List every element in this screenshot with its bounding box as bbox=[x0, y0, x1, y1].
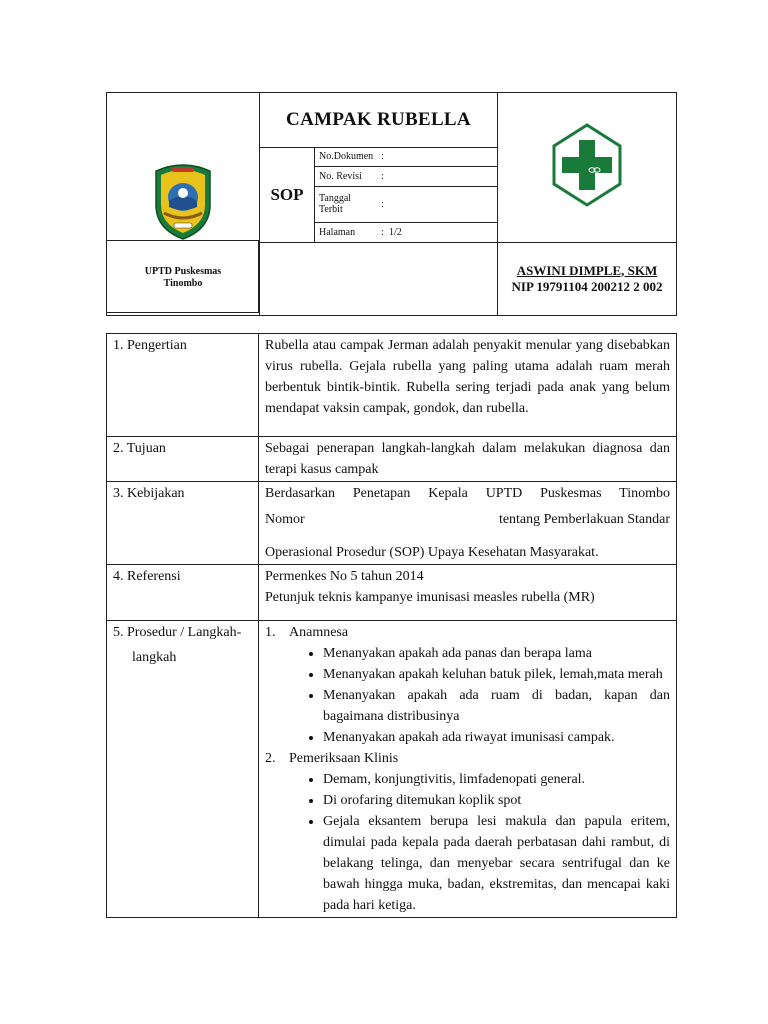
document-title: CAMPAK RUBELLA bbox=[260, 93, 497, 147]
signer-nip: NIP 19791104 200212 2 002 bbox=[511, 278, 663, 294]
row-label: 1. Pengertian bbox=[107, 334, 259, 437]
step-number: 2. bbox=[265, 751, 276, 766]
kebijakan-line-3: Operasional Prosedur (SOP) Upaya Kesehatan Masyarakat. bbox=[265, 545, 599, 560]
kebijakan-line-2 bbox=[265, 509, 670, 530]
step-bullets bbox=[265, 769, 670, 916]
signer-block bbox=[498, 242, 677, 315]
prosedur-cell bbox=[259, 621, 677, 918]
meta-label: No.Dokumen bbox=[315, 148, 377, 167]
table-row bbox=[107, 482, 677, 565]
row-label: 4. Referensi bbox=[107, 565, 259, 621]
procedure-step bbox=[265, 748, 670, 769]
kebijakan-cell bbox=[259, 482, 677, 565]
kebijakan-line-1: Berdasarkan Penetapan Kepala UPTD Puskesmas Tinombo bbox=[265, 486, 670, 501]
table-row bbox=[107, 565, 677, 621]
kebijakan-tentang: tentang Pemberlakuan Standar bbox=[498, 512, 670, 527]
row-label: 5. Prosedur / Langkah- bbox=[113, 625, 242, 640]
referensi-cell bbox=[259, 565, 677, 621]
pengertian-text: Rubella atau campak Jerman adalah penyakit menular yang disebabkan virus rubella. Gejala rubella yang paling utama adalah ruam merah berbentuk bintik-bintik. Rubella sering terjadi pada anak yang belum mendapat vaksin campak, gondok, dan rubella. bbox=[259, 334, 677, 437]
title-block bbox=[260, 93, 498, 243]
table-row bbox=[107, 437, 677, 482]
table-row bbox=[107, 621, 677, 918]
list-item: • Demam, konjungtivitis, limfadenopati general. bbox=[323, 769, 670, 790]
step-number: 1. bbox=[265, 625, 276, 640]
list-item: • Menanyakan apakah ada ruam di badan, kapan dan bagaimana distribusinya bbox=[323, 685, 670, 727]
org-line-2: Tinombo bbox=[163, 278, 203, 289]
list-item: • Menanyakan apakah keluhan batuk pilek, lemah,mata merah bbox=[323, 664, 670, 685]
tujuan-text: Sebagai penerapan langkah-langkah dalam melakukan diagnosa dan terapi kasus campak bbox=[259, 437, 677, 482]
table-row bbox=[107, 334, 677, 437]
list-item: • Menanyakan apakah ada riwayat imunisasi campak. bbox=[323, 727, 670, 748]
org-cell-frame bbox=[106, 240, 259, 313]
signer-name: ASWINI DIMPLE, SKM bbox=[516, 262, 658, 278]
prosedur-label bbox=[107, 621, 259, 918]
step-title: Anamnesa bbox=[289, 625, 349, 640]
meta-sep: : bbox=[381, 151, 384, 163]
meta-sep: : bbox=[381, 198, 384, 210]
sop-label: SOP bbox=[260, 147, 315, 242]
puskesmas-cross-logo-icon bbox=[552, 123, 622, 207]
regency-seal-logo-icon bbox=[152, 161, 214, 241]
referensi-item: Petunjuk teknis kampanye imunisasi measles rubella (MR) bbox=[265, 590, 595, 605]
step-bullets bbox=[265, 643, 670, 748]
meta-sep: : bbox=[381, 226, 384, 238]
meta-label: Halaman bbox=[319, 226, 356, 238]
row-label: 3. Kebijakan bbox=[107, 482, 259, 565]
step-title: Pemeriksaan Klinis bbox=[289, 751, 399, 766]
row-label: 2. Tujuan bbox=[107, 437, 259, 482]
meta-label: Tanggal Terbit bbox=[315, 187, 377, 223]
right-logo-cell bbox=[498, 93, 677, 243]
kebijakan-nomor: Nomor bbox=[265, 512, 305, 527]
sop-content-table bbox=[106, 333, 677, 918]
list-item: • Gejala eksantem berupa lesi makula dan papula eritem, dimulai pada kepala pada daerah perbatasan dahi rambut, di belakang telinga, dan menyebar secara sentrifugal dan ke bawah hingga muka, badan, ekstremitas, dan mencapai kaki pada hari ketiga. bbox=[323, 811, 670, 916]
row-label-cont: langkah bbox=[132, 650, 177, 665]
blank-cell bbox=[260, 242, 498, 315]
referensi-item: Permenkes No 5 tahun 2014 bbox=[265, 569, 424, 584]
list-item: • Di orofaring ditemukan koplik spot bbox=[323, 790, 670, 811]
meta-sep: : bbox=[381, 171, 384, 183]
document-meta bbox=[315, 147, 498, 242]
meta-label: No. Revisi bbox=[315, 167, 377, 187]
org-line-1: UPTD Puskesmas bbox=[144, 266, 222, 277]
meta-value: 1/2 bbox=[388, 226, 402, 238]
list-item: • Menanyakan apakah ada panas dan berapa lama bbox=[323, 643, 670, 664]
procedure-step bbox=[265, 622, 670, 643]
